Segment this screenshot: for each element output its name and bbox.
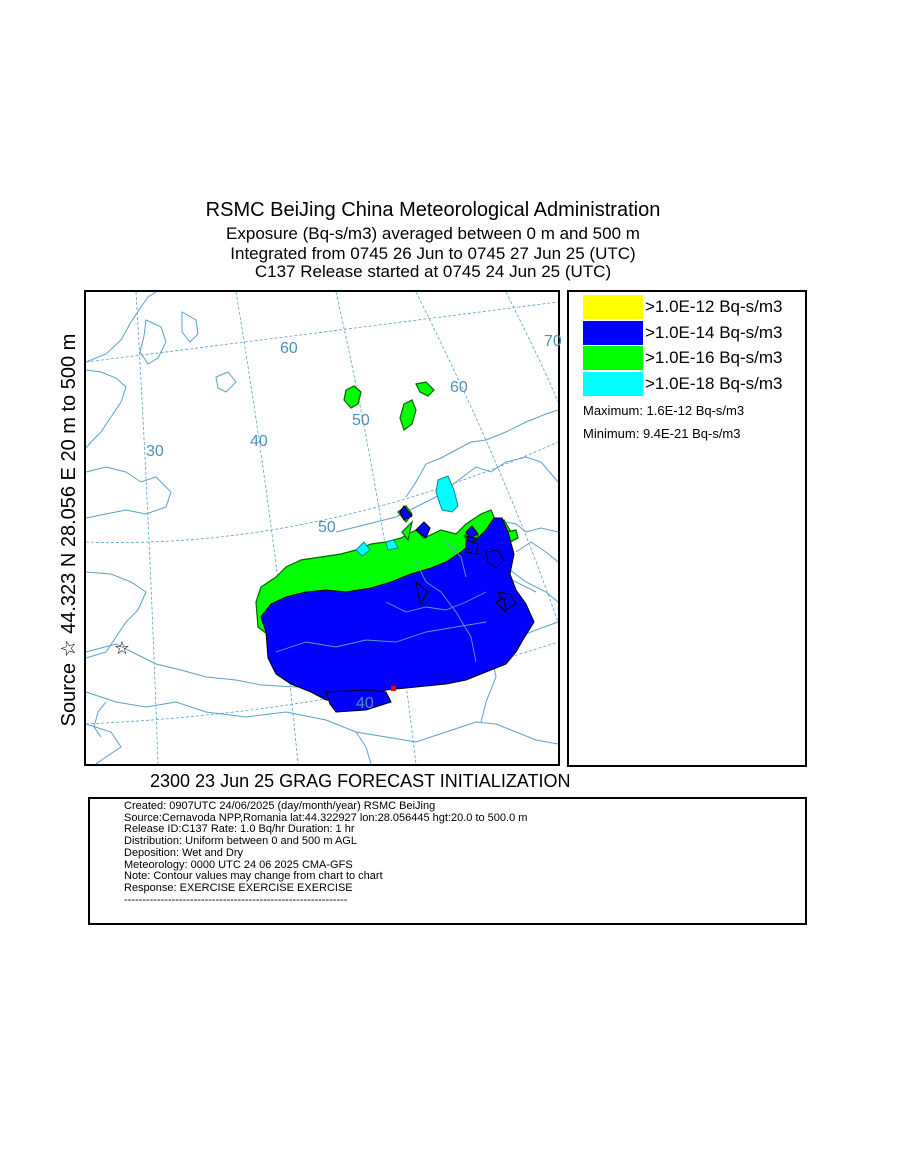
legend-item — [583, 295, 783, 319]
legend-item — [583, 372, 783, 396]
legend-item — [583, 346, 783, 370]
exposure-subtitle: Exposure (Bq-s/m3) averaged between 0 m and 500 m — [226, 224, 640, 243]
lat-label-50: 50 — [318, 519, 336, 536]
info-line: Response: EXERCISE EXERCISE EXERCISE — [124, 881, 353, 894]
info-line: Deposition: Wet and Dry — [124, 846, 244, 859]
lon-label-70: 70 — [544, 333, 562, 350]
lon-label-60: 60 — [450, 379, 468, 396]
max-exposure-cell — [391, 686, 396, 691]
legend-swatch — [583, 346, 643, 370]
lon-label-50: 50 — [352, 412, 370, 429]
legend-label: >1.0E-12 Bq-s/m3 — [645, 297, 783, 316]
info-line: Meteorology: 0000 UTC 24 06 2025 CMA-GFS — [124, 858, 353, 871]
map-title: RSMC BeiJing China Meteorological Administration — [205, 199, 661, 221]
integration-period: Integrated from 0745 26 Jun to 0745 27 Jun 25 (UTC) — [230, 244, 636, 263]
lat-label-60: 60 — [280, 340, 298, 357]
maximum-value: Maximum: 1.6E-12 Bq-s/m3 — [583, 403, 745, 418]
lat-label-40: 40 — [356, 695, 374, 712]
lon-line-40 — [236, 292, 298, 764]
legend-swatch — [583, 295, 643, 319]
map-canvas — [86, 292, 562, 764]
info-box — [88, 797, 807, 925]
map-panel — [84, 290, 560, 766]
legend-label: >1.0E-16 Bq-s/m3 — [645, 348, 783, 367]
plume-blue — [261, 506, 534, 712]
legend-item — [583, 321, 783, 345]
info-line: Source:Cernavoda NPP,Romania lat:44.322927 lon:28.056445 hgt:20.0 to 500.0 m — [124, 811, 528, 824]
legend-label: >1.0E-14 Bq-s/m3 — [645, 323, 783, 342]
source-marker-icon: ☆ — [113, 638, 131, 659]
lat-line-60 — [86, 302, 558, 362]
lat-label-30: 30 — [146, 443, 164, 460]
legend-panel — [567, 290, 807, 767]
forecast-initialization: 2300 23 Jun 25 GRAG FORECAST INITIALIZATION — [150, 771, 571, 791]
minimum-value: Minimum: 9.4E-21 Bq-s/m3 — [583, 426, 741, 441]
info-line: Created: 0907UTC 24/06/2025 (day/month/year) RSMC BeiJing — [124, 800, 436, 812]
source-location-label: Source ☆ 44.323 N 28.056 E 20 m to 500 m — [58, 333, 80, 727]
legend-swatch — [583, 372, 643, 396]
info-line: Release ID:C137 Rate: 1.0 Bq/hr Duration: 1 hr — [124, 823, 355, 836]
legend-label: >1.0E-18 Bq-s/m3 — [645, 374, 783, 393]
info-line: Distribution: Uniform between 0 and 500 m AGL — [124, 835, 357, 848]
lon-label-40: 40 — [250, 433, 268, 450]
release-start: C137 Release started at 0745 24 Jun 25 (UTC) — [254, 262, 612, 281]
info-line: Note: Contour values may change from chart to chart — [124, 870, 383, 883]
info-line: ------------------------------------------------------------- — [124, 893, 348, 906]
legend-swatch — [583, 321, 643, 345]
